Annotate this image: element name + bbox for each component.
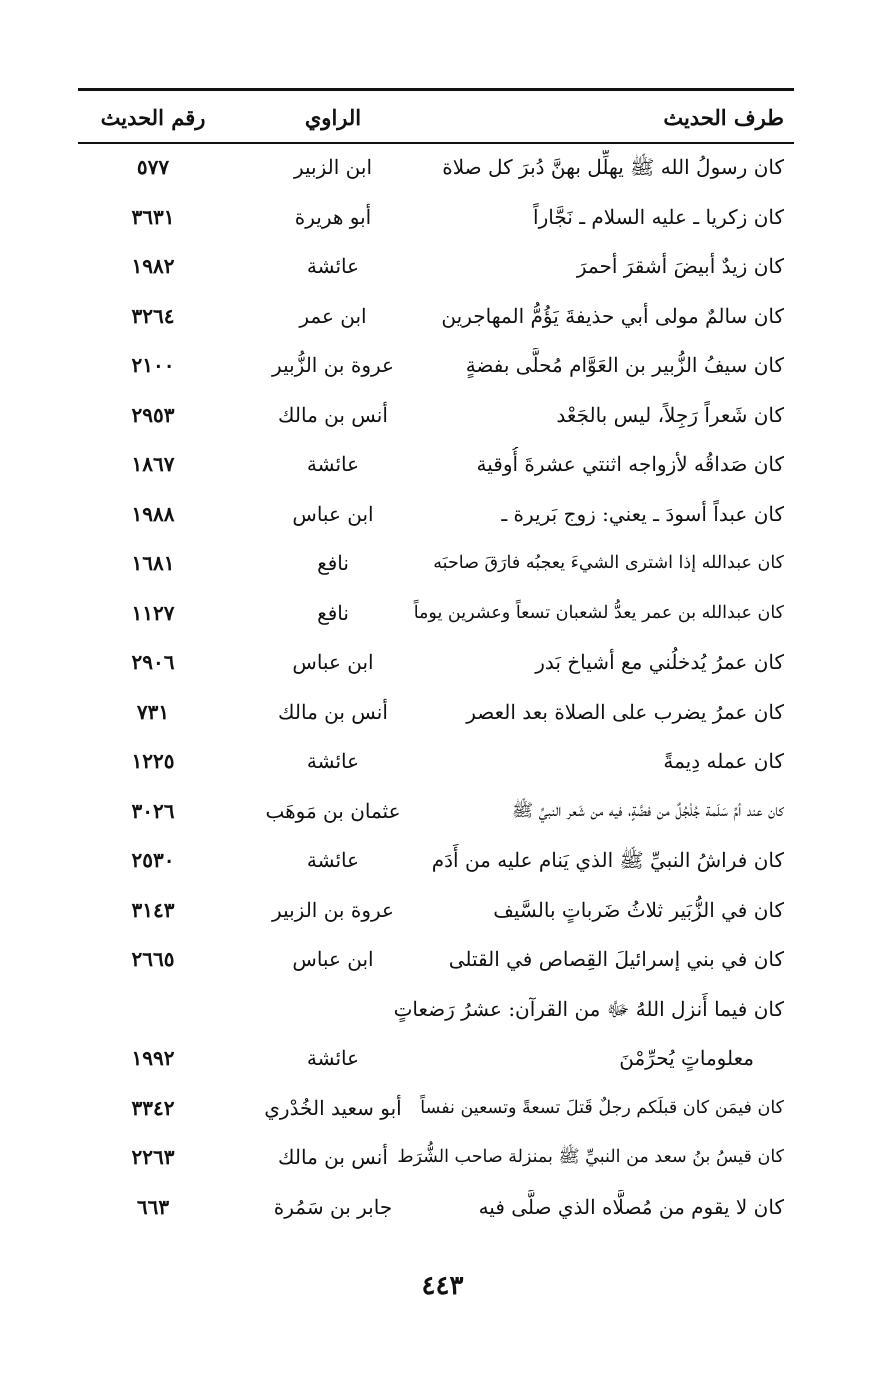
hadith-text-line-1: كان فيما أَنزل اللهُ ﷻ من القرآن: عشرُ رَضعاتٍ (393, 996, 784, 1021)
hadith-text: كان سالمٌ مولى أبي حذيفةَ يَؤُمُّ المهاجرين (441, 303, 784, 328)
hadith-number: ١٢٢٥ (131, 749, 175, 773)
narrator-name: أنس بن مالك (278, 699, 388, 724)
narrator-name: عروة بن الزبير (272, 897, 394, 922)
narrator-name: ابن الزبير (293, 155, 373, 179)
narrator-name: أبو هريرة (294, 204, 372, 229)
hadith-table (78, 144, 794, 1233)
hadith-text: كان فراشُ النبيِّ ﷺ الذي يَنام عليه من أَدَم (431, 848, 784, 872)
top-rule (78, 88, 794, 91)
table-row (78, 342, 794, 392)
table-row (78, 194, 794, 244)
hadith-text: كان في بني إسرائيلَ القِصاص في القتلى (448, 947, 784, 971)
hadith-text: كان في الزُّبَير ثلاثُ ضَرباتٍ بالسَّيف (493, 897, 784, 922)
narrator-name: نافع (317, 600, 349, 625)
hadith-text: كان فيمَن كان قبلَكم رجلٌ قَتلَ تسعةً وتسعين نفساً (420, 1097, 784, 1118)
hadith-text: كان عبدالله بن عمر يعدُّ لشعبان تسعاً وعشرين يوماً (413, 602, 784, 623)
narrator-name: أنس بن مالك (278, 402, 388, 427)
narrator-name: عائشة (306, 452, 360, 476)
table-row (78, 936, 794, 986)
hadith-number: ٢٢٦٣ (131, 1145, 175, 1169)
hadith-number: ٥٧٧ (136, 155, 170, 179)
hadith-number: ١٦٨١ (131, 551, 175, 575)
table-row (78, 837, 794, 887)
table-row (78, 689, 794, 739)
table-row (78, 441, 794, 491)
hadith-number: ٣٦٣١ (131, 204, 175, 229)
hadith-text-line-2: معلوماتٍ يُحرِّمْنَ (619, 1045, 754, 1070)
hadith-number: ١١٢٧ (131, 600, 175, 625)
narrator-name: عائشة (306, 749, 360, 773)
hadith-number: ٣١٤٣ (131, 897, 175, 922)
hadith-number: ١٩٨٨ (131, 501, 175, 526)
hadith-number: ٢٦٦٥ (131, 947, 175, 971)
hadith-text: كان زكريا ـ عليه السلام ـ نَجَّاراً (533, 204, 784, 229)
hadith-number: ١٨٦٧ (131, 452, 175, 476)
hadith-number: ٦٦٣ (136, 1194, 170, 1219)
table-row (78, 1184, 794, 1234)
table-row (78, 144, 794, 194)
narrator-name: ابن عباس (292, 501, 374, 526)
table-row (78, 639, 794, 689)
hadith-number: ٢٩٥٣ (131, 402, 175, 427)
table-row-two-line (78, 986, 794, 1085)
narrator-name: عائشة (306, 848, 360, 872)
narrator-name: جابر بن سَمُرة (273, 1194, 393, 1219)
hadith-text: كان عمرُ يُدخلُني مع أشياخ بَدر (535, 650, 784, 674)
table-row (78, 590, 794, 640)
hadith-number: ١٩٨٢ (131, 254, 175, 278)
narrator-name: عثمان بن مَوهَب (265, 798, 401, 823)
table-row (78, 1085, 794, 1135)
header-number: رقم الحديث (100, 105, 206, 130)
hadith-text: كان عبدالله إذا اشترى الشيءَ يعجبُه فارَقَ صاحبَه (433, 553, 784, 573)
narrator-name: نافع (317, 551, 349, 575)
narrator-name: عائشة (306, 1045, 360, 1070)
page-number: ٤٤٣ (421, 1271, 464, 1301)
header-narrator: الراوي (304, 105, 362, 130)
table-row (78, 540, 794, 590)
hadith-number: ٣٠٢٦ (131, 798, 175, 823)
header-hadith: طرف الحديث (663, 105, 784, 130)
hadith-number: ٢١٠٠ (131, 353, 175, 377)
hadith-number: ٢٩٠٦ (131, 650, 175, 674)
hadith-text: كان رسولُ الله ﷺ يهلِّل بهنَّ دُبرَ كل صلاة (442, 155, 784, 179)
hadith-text: كان قيسُ بنُ سعد من النبيِّ ﷺ بمنزلة صاحب الشُّرَط (397, 1147, 784, 1167)
narrator-name: ابن عباس (292, 650, 374, 674)
narrator-name: ابن عمر (299, 303, 367, 328)
hadith-text: كان شَعراً رَجِلاً، ليس بالجَعْد (556, 402, 784, 427)
table-row (78, 243, 794, 293)
hadith-text: كان عند أمِّ سَلَمة جُلْجُلٌ من فضَّةٍ، فيه من شَعر النبيِّ ﷺ (512, 800, 784, 821)
hadith-text: كان سيفُ الزُّبير بن العَوَّام مُحلًّى بفضةٍ (465, 353, 784, 377)
table-row (78, 1134, 794, 1184)
hadith-number: ٣٣٤٢ (131, 1095, 175, 1120)
table-row (78, 392, 794, 442)
narrator-name: أنس بن مالك (278, 1145, 388, 1169)
table-row (78, 491, 794, 541)
hadith-text: كان صَداقُه لأزواجه اثنتي عشرةَ أُوقية (476, 452, 784, 476)
hadith-text: كان عمرُ يضرب على الصلاة بعد العصر (466, 699, 784, 724)
hadith-number: ٢٥٣٠ (131, 848, 175, 872)
narrator-name: ابن عباس (292, 947, 374, 971)
narrator-name: عائشة (306, 254, 360, 278)
narrator-name: أبو سعيد الخُدْري (264, 1095, 402, 1120)
narrator-name: عروة بن الزُّبير (272, 353, 394, 377)
table-row (78, 887, 794, 937)
hadith-text: كان لا يقوم من مُصلَّاه الذي صلَّى فيه (478, 1194, 784, 1219)
hadith-number: ٧٣١ (136, 699, 170, 724)
table-row (78, 738, 794, 788)
table-header (78, 96, 794, 140)
hadith-text: كان عبداً أسودَ ـ يعني: زوج بَريرة ـ (501, 501, 784, 526)
table-row (78, 788, 794, 838)
hadith-number: ١٩٩٢ (131, 1045, 175, 1070)
hadith-text: كان عمله دِيمةً (663, 749, 784, 773)
hadith-text: كان زيدٌ أبيضَ أشقرَ أحمرَ (576, 254, 784, 278)
hadith-number: ٣٢٦٤ (131, 303, 175, 328)
table-row (78, 293, 794, 343)
